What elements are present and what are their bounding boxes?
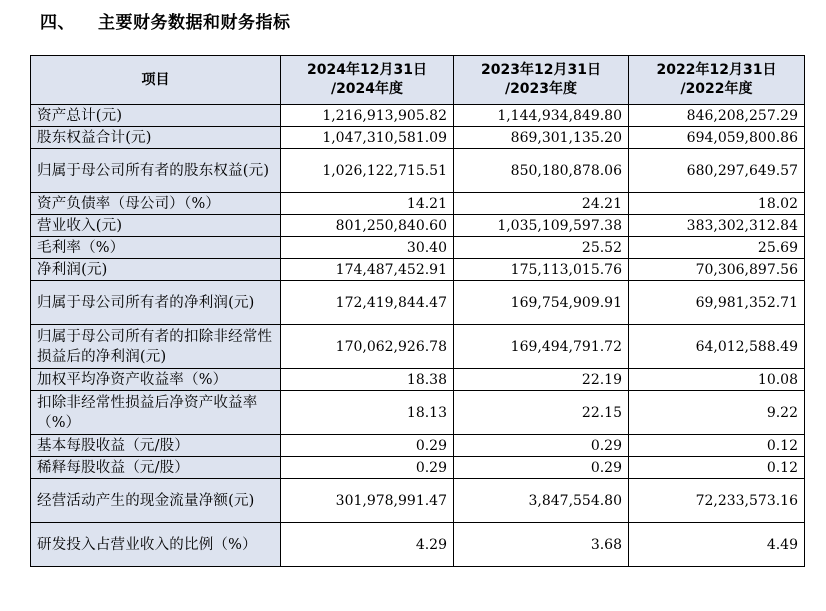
table-row bbox=[31, 193, 805, 215]
row-label: 归属于母公司所有者的股东权益(元) bbox=[31, 149, 281, 193]
value-2024: 30.40 bbox=[281, 237, 454, 259]
value-2023: 169,494,791.72 bbox=[454, 325, 629, 369]
row-label: 经营活动产生的现金流量净额(元) bbox=[31, 479, 281, 523]
financial-data-table bbox=[30, 55, 805, 567]
section-number: 四、 bbox=[40, 13, 75, 33]
header-2023 bbox=[454, 56, 629, 105]
value-2024: 0.29 bbox=[281, 457, 454, 479]
header-2022-line2: /2022年度 bbox=[680, 81, 753, 97]
value-2024: 174,487,452.91 bbox=[281, 259, 454, 281]
value-2024: 801,250,840.60 bbox=[281, 215, 454, 237]
value-2024: 172,419,844.47 bbox=[281, 281, 454, 325]
table-row bbox=[31, 149, 805, 193]
value-2023: 22.19 bbox=[454, 369, 629, 391]
value-2022: 0.12 bbox=[629, 435, 805, 457]
row-label: 扣除非经常性损益后净资产收益率（%） bbox=[31, 391, 281, 435]
table-row bbox=[31, 237, 805, 259]
value-2022: 25.69 bbox=[629, 237, 805, 259]
value-2024: 0.29 bbox=[281, 435, 454, 457]
header-2022 bbox=[629, 56, 805, 105]
table-row bbox=[31, 259, 805, 281]
value-2024: 18.13 bbox=[281, 391, 454, 435]
value-2022: 383,302,312.84 bbox=[629, 215, 805, 237]
table-row bbox=[31, 479, 805, 523]
table-row bbox=[31, 105, 805, 127]
header-2024 bbox=[281, 56, 454, 105]
header-item: 项目 bbox=[31, 56, 281, 105]
value-2023: 24.21 bbox=[454, 193, 629, 215]
row-label: 毛利率（%） bbox=[31, 237, 281, 259]
value-2024: 1,026,122,715.51 bbox=[281, 149, 454, 193]
value-2022: 0.12 bbox=[629, 457, 805, 479]
row-label: 股东权益合计(元) bbox=[31, 127, 281, 149]
table-row bbox=[31, 281, 805, 325]
table-row bbox=[31, 127, 805, 149]
value-2022: 72,233,573.16 bbox=[629, 479, 805, 523]
value-2023: 22.15 bbox=[454, 391, 629, 435]
value-2022: 846,208,257.29 bbox=[629, 105, 805, 127]
header-2022-line1: 2022年12月31日 bbox=[656, 62, 777, 78]
table-row bbox=[31, 325, 805, 369]
header-2023-line2: /2023年度 bbox=[504, 81, 578, 97]
table-header-row bbox=[31, 56, 805, 105]
value-2023: 3.68 bbox=[454, 523, 629, 567]
value-2022: 10.08 bbox=[629, 369, 805, 391]
value-2022: 64,012,588.49 bbox=[629, 325, 805, 369]
section-heading bbox=[40, 8, 291, 33]
row-label: 净利润(元) bbox=[31, 259, 281, 281]
row-label: 归属于母公司所有者的净利润(元) bbox=[31, 281, 281, 325]
row-label: 资产总计(元) bbox=[31, 105, 281, 127]
value-2023: 169,754,909.91 bbox=[454, 281, 629, 325]
value-2024: 18.38 bbox=[281, 369, 454, 391]
value-2022: 4.49 bbox=[629, 523, 805, 567]
value-2023: 869,301,135.20 bbox=[454, 127, 629, 149]
value-2022: 680,297,649.57 bbox=[629, 149, 805, 193]
table-row bbox=[31, 523, 805, 567]
value-2023: 1,144,934,849.80 bbox=[454, 105, 629, 127]
row-label: 营业收入(元) bbox=[31, 215, 281, 237]
value-2023: 25.52 bbox=[454, 237, 629, 259]
value-2024: 301,978,991.47 bbox=[281, 479, 454, 523]
value-2023: 1,035,109,597.38 bbox=[454, 215, 629, 237]
row-label: 基本每股收益（元/股） bbox=[31, 435, 281, 457]
value-2024: 1,216,913,905.82 bbox=[281, 105, 454, 127]
section-title: 主要财务数据和财务指标 bbox=[98, 13, 291, 33]
table-row bbox=[31, 215, 805, 237]
value-2023: 3,847,554.80 bbox=[454, 479, 629, 523]
row-label: 加权平均净资产收益率（%） bbox=[31, 369, 281, 391]
value-2024: 4.29 bbox=[281, 523, 454, 567]
value-2022: 69,981,352.71 bbox=[629, 281, 805, 325]
value-2024: 14.21 bbox=[281, 193, 454, 215]
table-row bbox=[31, 369, 805, 391]
value-2023: 0.29 bbox=[454, 457, 629, 479]
value-2022: 694,059,800.86 bbox=[629, 127, 805, 149]
value-2023: 0.29 bbox=[454, 435, 629, 457]
header-2024-line1: 2024年12月31日 bbox=[307, 62, 427, 78]
row-label: 资产负债率（母公司）（%） bbox=[31, 193, 281, 215]
value-2022: 70,306,897.56 bbox=[629, 259, 805, 281]
row-label: 归属于母公司所有者的扣除非经常性损益后的净利润(元) bbox=[31, 325, 281, 369]
table-row bbox=[31, 391, 805, 435]
header-2024-line2: /2024年度 bbox=[330, 81, 404, 97]
value-2022: 9.22 bbox=[629, 391, 805, 435]
value-2023: 850,180,878.06 bbox=[454, 149, 629, 193]
header-2023-line1: 2023年12月31日 bbox=[481, 62, 601, 78]
row-label: 稀释每股收益（元/股） bbox=[31, 457, 281, 479]
value-2023: 175,113,015.76 bbox=[454, 259, 629, 281]
value-2024: 170,062,926.78 bbox=[281, 325, 454, 369]
table-row bbox=[31, 457, 805, 479]
value-2022: 18.02 bbox=[629, 193, 805, 215]
table-row bbox=[31, 435, 805, 457]
row-label: 研发投入占营业收入的比例（%） bbox=[31, 523, 281, 567]
value-2024: 1,047,310,581.09 bbox=[281, 127, 454, 149]
